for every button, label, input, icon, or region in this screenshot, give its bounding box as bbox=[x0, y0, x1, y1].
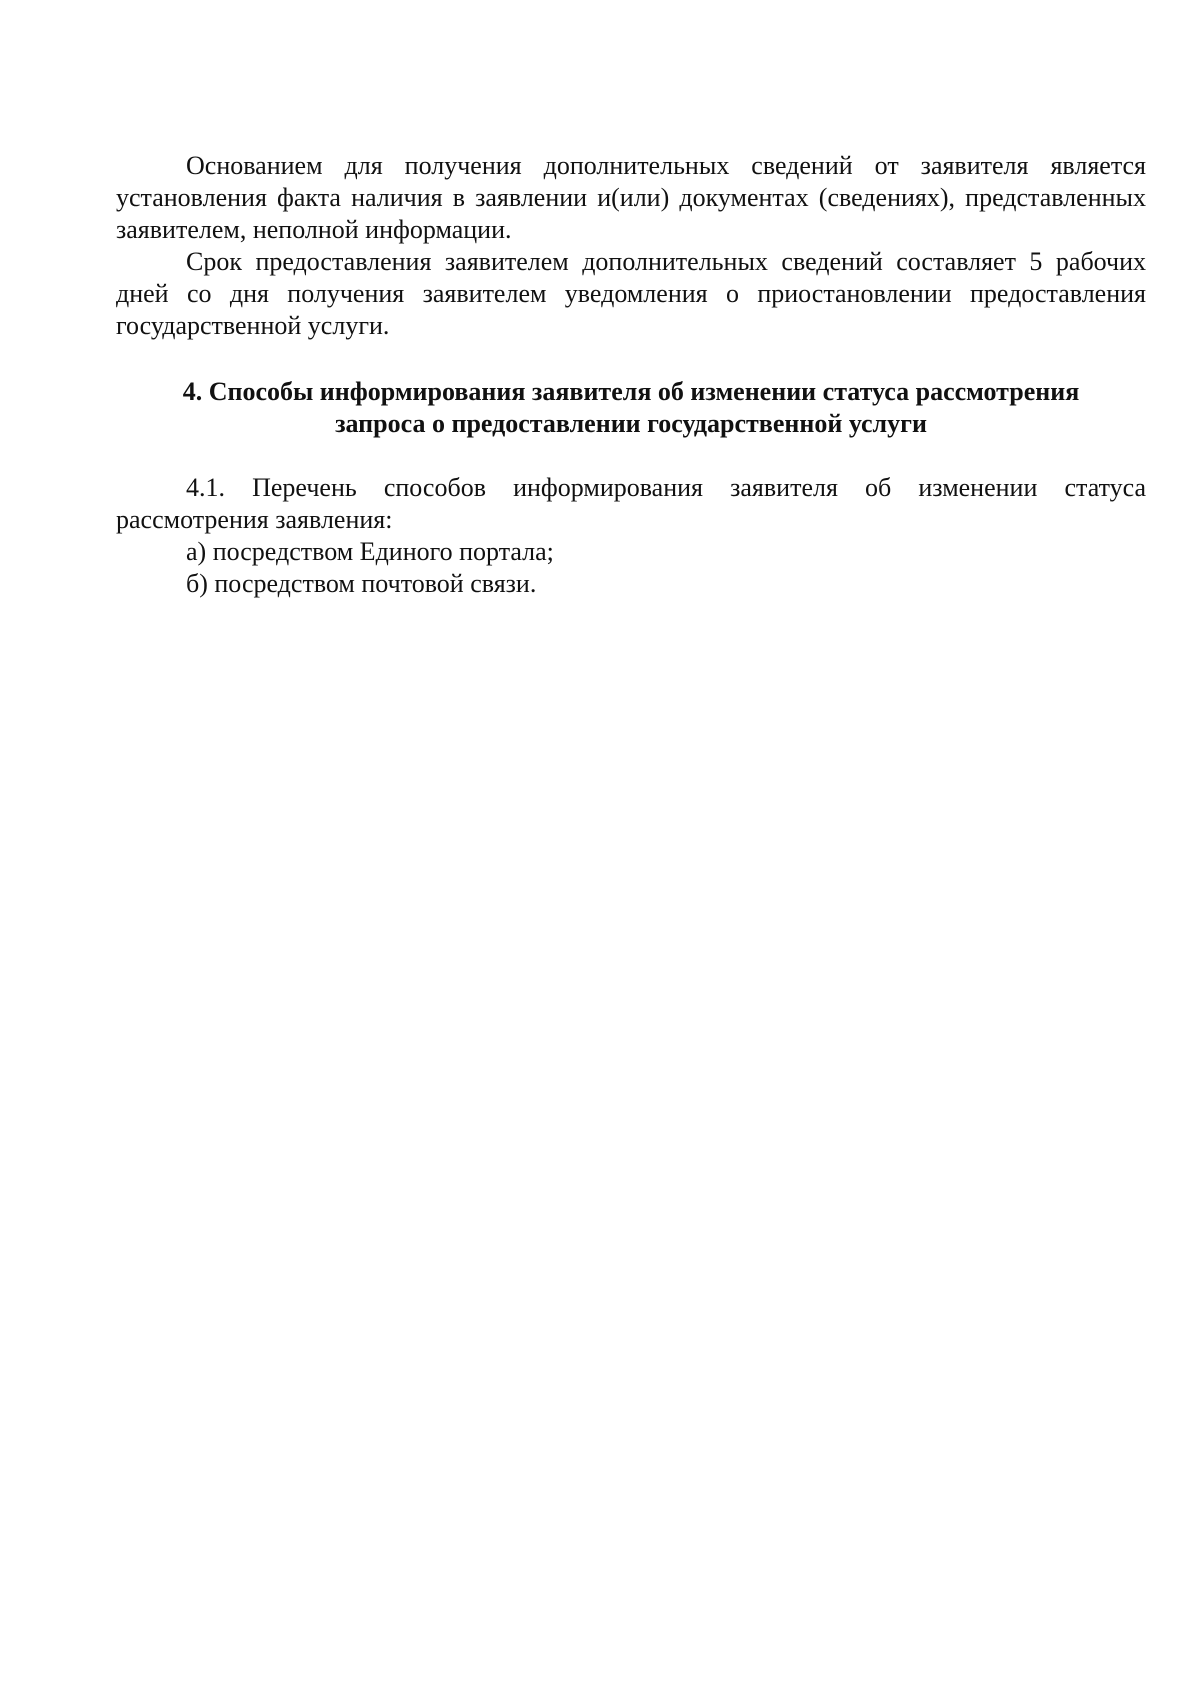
list-item-postal-service: б) посредством почтовой связи. bbox=[186, 569, 537, 598]
document-page bbox=[116, 150, 1146, 600]
paragraph-additional-info-basis: Основанием для получения дополнительных сведений от заявителя является установления факта наличия в заявлении и(или) документах (сведениях), представленных заявителем, неполной информации. bbox=[116, 151, 1146, 244]
paragraph-notification-methods: 4.1. Перечень способов информирования заявителя об изменении статуса рассмотрения заявления: bbox=[116, 473, 1146, 534]
section-heading bbox=[116, 376, 1146, 440]
section-heading-line-1: 4. Способы информирования заявителя об изменении статуса рассмотрения bbox=[182, 377, 1080, 406]
section-heading-line-2: запроса о предоставлении государственной услуги bbox=[335, 409, 927, 438]
paragraph-submission-deadline: Срок предоставления заявителем дополнительных сведений составляет 5 рабочих дней со дня получения заявителем уведомления о приостановлении предоставления государственной услуги. bbox=[116, 247, 1146, 340]
list-item-unified-portal: а) посредством Единого портала; bbox=[186, 537, 554, 566]
